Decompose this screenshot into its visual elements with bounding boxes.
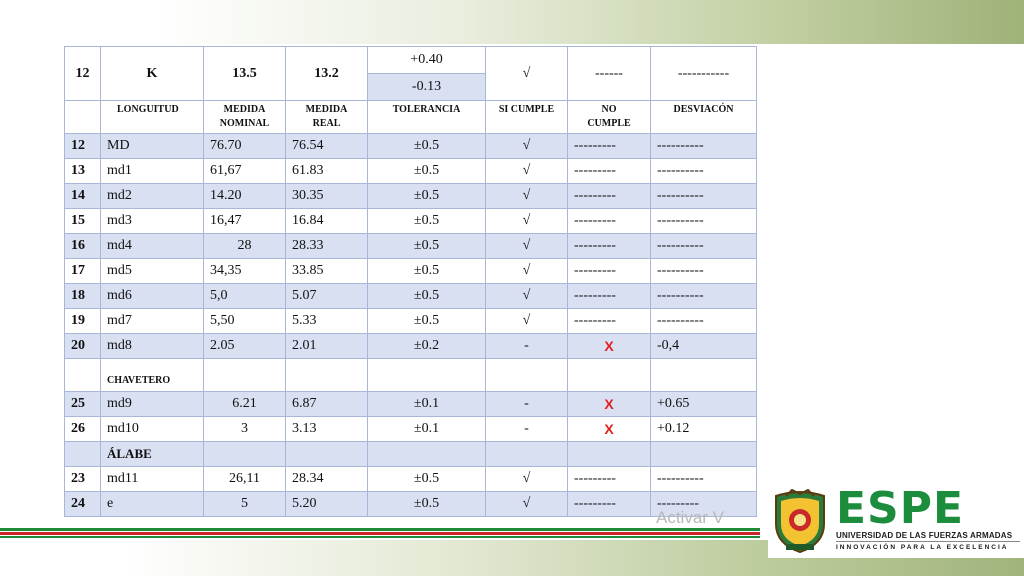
si-cumple-mark: - bbox=[486, 392, 568, 417]
deviation-value: ---------- bbox=[651, 159, 757, 184]
no-cumple-mark: --------- bbox=[568, 234, 651, 259]
section-label-chavetero: CHAVETERO bbox=[107, 374, 171, 386]
no-cumple-mark: --------- bbox=[568, 209, 651, 234]
row-label: MD bbox=[101, 134, 204, 159]
no-cumple-mark: --------- bbox=[568, 134, 651, 159]
no-cumple-mark: --------- bbox=[568, 492, 651, 517]
row-label: md2 bbox=[101, 184, 204, 209]
nominal-value: 28 bbox=[204, 234, 286, 259]
si-cumple-mark: - bbox=[486, 417, 568, 442]
si-cumple-mark: √ bbox=[486, 284, 568, 309]
row-number: 24 bbox=[65, 492, 101, 517]
nominal-value: 76.70 bbox=[204, 134, 286, 159]
table-row bbox=[65, 417, 757, 442]
no-cumple-mark: --------- bbox=[568, 467, 651, 492]
tolerance-minus: -0.13 bbox=[368, 74, 486, 101]
table-header-row bbox=[65, 101, 757, 134]
espe-logo bbox=[768, 483, 1024, 558]
empty-cell bbox=[368, 442, 486, 467]
row-number: 23 bbox=[65, 467, 101, 492]
real-value: 28.33 bbox=[286, 234, 368, 259]
row-label: md4 bbox=[101, 234, 204, 259]
no-cumple-mark: --------- bbox=[568, 284, 651, 309]
real-value: 2.01 bbox=[286, 334, 368, 359]
table-row bbox=[65, 284, 757, 309]
si-cumple-mark: √ bbox=[486, 234, 568, 259]
si-cumple-mark: √ bbox=[486, 467, 568, 492]
table-row bbox=[65, 134, 757, 159]
nominal-value: 5,0 bbox=[204, 284, 286, 309]
header-real-line1: MEDIDA bbox=[305, 104, 348, 115]
row-number: 17 bbox=[65, 259, 101, 284]
empty-cell bbox=[286, 359, 368, 392]
header-no-cumple bbox=[568, 101, 651, 134]
nominal-value: 5 bbox=[204, 492, 286, 517]
university-motto: INNOVACIÓN PARA LA EXCELENCIA bbox=[836, 544, 1009, 551]
tolerance-value: ±0.1 bbox=[368, 417, 486, 442]
row-number: 12 bbox=[65, 134, 101, 159]
header-nominal bbox=[204, 101, 286, 134]
header-tolerancia: TOLERANCIA bbox=[368, 101, 486, 134]
no-cumple-mark: X bbox=[568, 392, 651, 417]
deviation-value: ---------- bbox=[651, 134, 757, 159]
no-cumple-mark: X bbox=[568, 334, 651, 359]
no-cumple-mark: --------- bbox=[568, 259, 651, 284]
deviation-value: ---------- bbox=[651, 467, 757, 492]
empty-cell bbox=[204, 442, 286, 467]
deviation-value: ---------- bbox=[651, 309, 757, 334]
empty-cell bbox=[486, 359, 568, 392]
row-number: 19 bbox=[65, 309, 101, 334]
real-value: 13.2 bbox=[286, 47, 368, 101]
deviation-value: ---------- bbox=[651, 259, 757, 284]
tolerance-value: ±0.2 bbox=[368, 334, 486, 359]
deviation-value: -0,4 bbox=[651, 334, 757, 359]
real-value: 5.33 bbox=[286, 309, 368, 334]
section-cell bbox=[101, 442, 204, 467]
real-value: 5.07 bbox=[286, 284, 368, 309]
row-number: 18 bbox=[65, 284, 101, 309]
table-row bbox=[65, 467, 757, 492]
top-decorative-band bbox=[0, 0, 1024, 44]
row-label: md8 bbox=[101, 334, 204, 359]
nominal-value: 61,67 bbox=[204, 159, 286, 184]
tolerance-value: ±0.5 bbox=[368, 284, 486, 309]
row-label: md1 bbox=[101, 159, 204, 184]
tolerance-value: ±0.1 bbox=[368, 392, 486, 417]
row-label: md10 bbox=[101, 417, 204, 442]
footer-red-stripe bbox=[0, 532, 760, 535]
section-row-alabe bbox=[65, 442, 757, 467]
si-cumple-mark: √ bbox=[486, 492, 568, 517]
header-longitud: LONGUITUD bbox=[101, 101, 204, 134]
empty-cell bbox=[568, 359, 651, 392]
row-label: K bbox=[101, 47, 204, 101]
table-row bbox=[65, 259, 757, 284]
row-label: md11 bbox=[101, 467, 204, 492]
empty-cell bbox=[286, 442, 368, 467]
row-label: md7 bbox=[101, 309, 204, 334]
deviation-value: +0.65 bbox=[651, 392, 757, 417]
row-number: 15 bbox=[65, 209, 101, 234]
espe-wordmark: ESPE bbox=[836, 483, 965, 534]
header-no-cumple-line2: CUMPLE bbox=[587, 118, 631, 129]
nominal-value: 26,11 bbox=[204, 467, 286, 492]
si-cumple-mark: √ bbox=[486, 259, 568, 284]
si-cumple-mark: √ bbox=[486, 159, 568, 184]
header-desviacion: DESVIACÓN bbox=[651, 101, 757, 134]
real-value: 16.84 bbox=[286, 209, 368, 234]
university-name: UNIVERSIDAD DE LAS FUERZAS ARMADAS bbox=[836, 531, 1013, 540]
si-cumple-mark: √ bbox=[486, 47, 568, 101]
section-row-chavetero bbox=[65, 359, 757, 392]
table-row bbox=[65, 184, 757, 209]
tolerance-value: ±0.5 bbox=[368, 209, 486, 234]
table-row bbox=[65, 47, 757, 74]
nominal-value: 3 bbox=[204, 417, 286, 442]
empty-cell bbox=[65, 442, 101, 467]
tolerance-value: ±0.5 bbox=[368, 184, 486, 209]
si-cumple-mark: √ bbox=[486, 184, 568, 209]
tolerance-value: ±0.5 bbox=[368, 309, 486, 334]
si-cumple-mark: √ bbox=[486, 134, 568, 159]
row-label: md3 bbox=[101, 209, 204, 234]
section-cell bbox=[101, 359, 204, 392]
header-nominal-line1: MEDIDA bbox=[223, 104, 266, 115]
si-cumple-mark: - bbox=[486, 334, 568, 359]
no-cumple-mark: --------- bbox=[568, 184, 651, 209]
empty-cell bbox=[651, 359, 757, 392]
logo-divider bbox=[836, 541, 1020, 542]
real-value: 5.20 bbox=[286, 492, 368, 517]
nominal-value: 14.20 bbox=[204, 184, 286, 209]
empty-cell bbox=[486, 442, 568, 467]
nominal-value: 5,50 bbox=[204, 309, 286, 334]
nominal-value: 2.05 bbox=[204, 334, 286, 359]
row-label: md6 bbox=[101, 284, 204, 309]
real-value: 28.34 bbox=[286, 467, 368, 492]
real-value: 61.83 bbox=[286, 159, 368, 184]
si-cumple-mark: √ bbox=[486, 209, 568, 234]
row-label: md9 bbox=[101, 392, 204, 417]
row-number: 13 bbox=[65, 159, 101, 184]
university-shield-icon bbox=[772, 488, 828, 554]
header-no-cumple-line1: NO bbox=[601, 104, 617, 115]
no-cumple-mark: --------- bbox=[568, 159, 651, 184]
tolerance-value: ±0.5 bbox=[368, 234, 486, 259]
real-value: 3.13 bbox=[286, 417, 368, 442]
deviation-value: ---------- bbox=[651, 234, 757, 259]
deviation-value: ----------- bbox=[651, 47, 757, 101]
deviation-value: ---------- bbox=[651, 209, 757, 234]
real-value: 33.85 bbox=[286, 259, 368, 284]
tolerance-value: ±0.5 bbox=[368, 159, 486, 184]
tolerance-value: ±0.5 bbox=[368, 259, 486, 284]
header-real-line2: REAL bbox=[312, 118, 341, 129]
deviation-value: +0.12 bbox=[651, 417, 757, 442]
header-number bbox=[65, 101, 101, 134]
dimension-inspection-table bbox=[64, 46, 757, 517]
empty-cell bbox=[204, 359, 286, 392]
header-si-cumple: SI CUMPLE bbox=[486, 101, 568, 134]
row-label: md5 bbox=[101, 259, 204, 284]
footer-green-stripe bbox=[0, 528, 760, 531]
row-number: 20 bbox=[65, 334, 101, 359]
si-cumple-mark: √ bbox=[486, 309, 568, 334]
activate-windows-watermark: Activar V bbox=[656, 508, 725, 527]
table-row bbox=[65, 159, 757, 184]
no-cumple-mark: --------- bbox=[568, 309, 651, 334]
real-value: 76.54 bbox=[286, 134, 368, 159]
row-number: 14 bbox=[65, 184, 101, 209]
tolerance-value: ±0.5 bbox=[368, 467, 486, 492]
tolerance-value: ±0.5 bbox=[368, 492, 486, 517]
row-label: e bbox=[101, 492, 204, 517]
empty-cell bbox=[651, 442, 757, 467]
nominal-value: 6.21 bbox=[204, 392, 286, 417]
empty-cell bbox=[568, 442, 651, 467]
empty-cell bbox=[65, 359, 101, 392]
nominal-value: 16,47 bbox=[204, 209, 286, 234]
real-value: 30.35 bbox=[286, 184, 368, 209]
row-number: 12 bbox=[65, 47, 101, 101]
nominal-value: 13.5 bbox=[204, 47, 286, 101]
deviation-value: --------- bbox=[651, 492, 757, 517]
table-row bbox=[65, 492, 757, 517]
no-cumple-mark: X bbox=[568, 417, 651, 442]
table-row bbox=[65, 334, 757, 359]
no-cumple-mark: ------ bbox=[568, 47, 651, 101]
empty-cell bbox=[368, 359, 486, 392]
table-row bbox=[65, 209, 757, 234]
deviation-value: ---------- bbox=[651, 284, 757, 309]
header-nominal-line2: NOMINAL bbox=[219, 118, 270, 129]
header-real bbox=[286, 101, 368, 134]
deviation-value: ---------- bbox=[651, 184, 757, 209]
row-number: 25 bbox=[65, 392, 101, 417]
row-number: 26 bbox=[65, 417, 101, 442]
table-row bbox=[65, 309, 757, 334]
row-number: 16 bbox=[65, 234, 101, 259]
real-value: 6.87 bbox=[286, 392, 368, 417]
section-label-alabe: ÁLABE bbox=[107, 446, 152, 461]
tolerance-plus: +0.40 bbox=[368, 47, 486, 74]
tolerance-value: ±0.5 bbox=[368, 134, 486, 159]
footer-green-stripe-lower bbox=[0, 536, 760, 538]
table-row bbox=[65, 392, 757, 417]
table-row bbox=[65, 234, 757, 259]
nominal-value: 34,35 bbox=[204, 259, 286, 284]
